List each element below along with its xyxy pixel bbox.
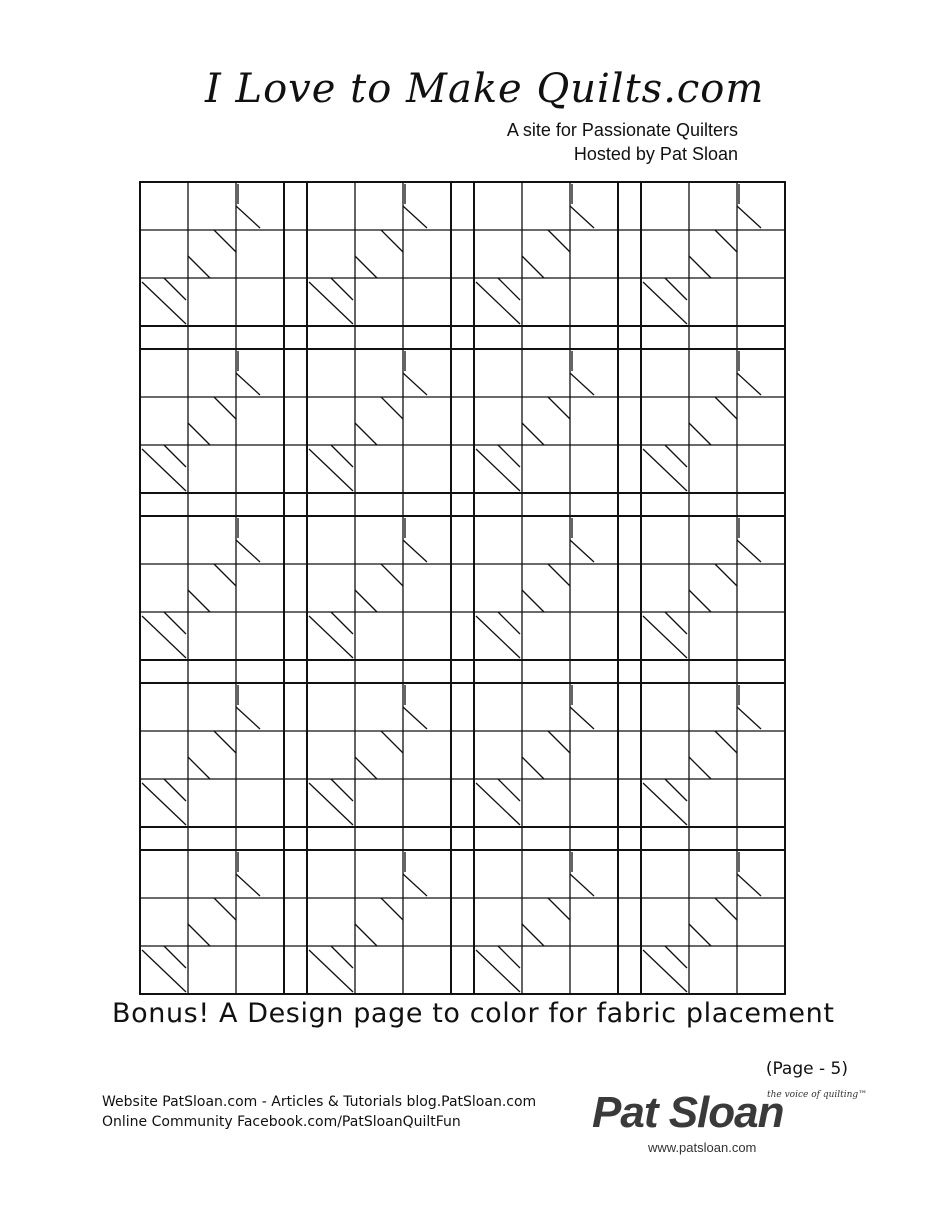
block-diagonal-mark (643, 282, 687, 324)
block-diagonal-mark (188, 757, 210, 779)
block-diagonal-mark (381, 564, 403, 586)
block-diagonal-mark (498, 779, 520, 801)
block-diagonal-mark (665, 779, 687, 801)
block-diagonal-mark (737, 707, 761, 729)
block-diagonal-mark (689, 256, 711, 278)
block-diagonal-mark (214, 397, 236, 419)
block-diagonal-mark (570, 540, 594, 562)
block-diagonal-mark (498, 445, 520, 467)
block-diagonal-mark (309, 449, 353, 491)
block-diagonal-mark (381, 397, 403, 419)
block-diagonal-mark (548, 731, 570, 753)
quilt-border (140, 182, 785, 994)
block-diagonal-mark (309, 282, 353, 324)
block-diagonal-mark (309, 950, 353, 992)
block-diagonal-mark (689, 590, 711, 612)
block-diagonal-mark (142, 282, 186, 324)
block-diagonal-mark (381, 230, 403, 252)
block-diagonal-mark (715, 564, 737, 586)
block-diagonal-mark (476, 616, 520, 658)
block-diagonal-mark (570, 373, 594, 395)
block-diagonal-mark (309, 616, 353, 658)
block-diagonal-mark (665, 445, 687, 467)
block-diagonal-mark (142, 449, 186, 491)
block-diagonal-mark (548, 397, 570, 419)
block-diagonal-mark (548, 898, 570, 920)
block-diagonal-mark (142, 616, 186, 658)
design-page-caption: Bonus! A Design page to color for fabric placement (112, 998, 835, 1029)
block-diagonal-mark (381, 898, 403, 920)
logo-url: www.patsloan.com (648, 1140, 757, 1155)
block-diagonal-mark (164, 779, 186, 801)
block-diagonal-mark (142, 950, 186, 992)
block-diagonal-mark (476, 783, 520, 825)
block-diagonal-mark (643, 950, 687, 992)
block-diagonal-mark (522, 757, 544, 779)
block-diagonal-mark (476, 282, 520, 324)
logo-wordmark: Pat Sloan (592, 1088, 784, 1137)
logo-tagline: the voice of quilting™ (767, 1090, 868, 1100)
block-diagonal-mark (236, 540, 260, 562)
block-diagonal-mark (737, 540, 761, 562)
pat-sloan-logo (592, 1088, 868, 1160)
block-diagonal-mark (164, 278, 186, 300)
footer-website-line: Website PatSloan.com - Articles & Tutorials blog.PatSloan.com (102, 1094, 537, 1110)
block-diagonal-mark (188, 590, 210, 612)
page-number: (Page - 5) (765, 1059, 848, 1079)
block-diagonal-mark (355, 757, 377, 779)
block-diagonal-mark (548, 564, 570, 586)
block-diagonal-mark (522, 256, 544, 278)
block-diagonal-mark (476, 449, 520, 491)
block-diagonal-mark (236, 874, 260, 896)
block-diagonal-mark (665, 946, 687, 968)
block-diagonal-mark (236, 373, 260, 395)
block-diagonal-mark (188, 256, 210, 278)
block-diagonal-mark (331, 779, 353, 801)
block-diagonal-mark (737, 874, 761, 896)
block-diagonal-mark (715, 397, 737, 419)
block-diagonal-mark (331, 278, 353, 300)
block-diagonal-mark (476, 950, 520, 992)
block-diagonal-mark (164, 612, 186, 634)
block-diagonal-mark (643, 449, 687, 491)
block-diagonal-mark (236, 707, 260, 729)
block-diagonal-mark (643, 616, 687, 658)
block-diagonal-mark (164, 946, 186, 968)
block-diagonal-mark (737, 206, 761, 228)
block-diagonal-mark (188, 423, 210, 445)
block-diagonal-mark (403, 206, 427, 228)
block-diagonal-mark (236, 206, 260, 228)
block-diagonal-mark (214, 230, 236, 252)
block-diagonal-mark (355, 256, 377, 278)
host-line: Hosted by Pat Sloan (573, 144, 738, 164)
block-diagonal-mark (188, 924, 210, 946)
block-diagonal-mark (522, 924, 544, 946)
block-diagonal-mark (355, 590, 377, 612)
site-title: I Love to Make Quilts.com (205, 66, 765, 112)
block-diagonal-mark (665, 278, 687, 300)
block-diagonal-mark (381, 731, 403, 753)
block-diagonal-mark (737, 373, 761, 395)
block-diagonal-mark (331, 612, 353, 634)
block-diagonal-mark (331, 946, 353, 968)
block-diagonal-mark (689, 924, 711, 946)
block-diagonal-mark (689, 757, 711, 779)
block-diagonal-mark (665, 612, 687, 634)
block-diagonal-mark (498, 278, 520, 300)
block-diagonal-mark (570, 206, 594, 228)
block-diagonal-mark (403, 874, 427, 896)
block-diagonal-mark (522, 590, 544, 612)
block-diagonal-mark (715, 898, 737, 920)
block-diagonal-mark (214, 898, 236, 920)
block-diagonal-mark (403, 707, 427, 729)
block-diagonal-mark (548, 230, 570, 252)
block-diagonal-mark (715, 230, 737, 252)
block-diagonal-mark (522, 423, 544, 445)
block-diagonal-mark (498, 946, 520, 968)
block-diagonal-mark (164, 445, 186, 467)
block-diagonal-mark (214, 731, 236, 753)
block-diagonal-mark (355, 924, 377, 946)
block-diagonal-mark (570, 874, 594, 896)
block-diagonal-mark (689, 423, 711, 445)
site-subtitle: A site for Passionate Quilters (506, 120, 738, 140)
footer-community-line: Online Community Facebook.com/PatSloanQuiltFun (102, 1114, 461, 1130)
block-diagonal-mark (403, 540, 427, 562)
block-diagonal-mark (403, 373, 427, 395)
block-diagonal-mark (643, 783, 687, 825)
block-diagonal-mark (214, 564, 236, 586)
block-diagonal-mark (309, 783, 353, 825)
block-diagonal-mark (570, 707, 594, 729)
block-diagonal-mark (498, 612, 520, 634)
block-diagonal-mark (355, 423, 377, 445)
block-diagonal-mark (331, 445, 353, 467)
block-diagonal-mark (715, 731, 737, 753)
block-diagonal-mark (142, 783, 186, 825)
